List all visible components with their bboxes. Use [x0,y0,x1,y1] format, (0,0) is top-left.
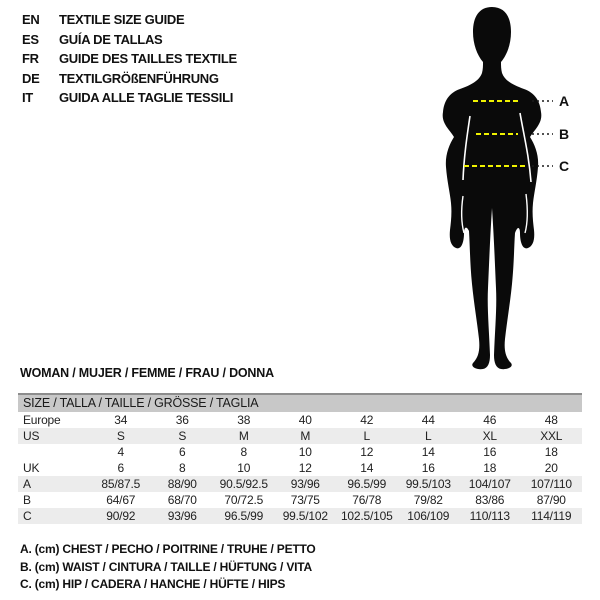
measure-label-c: C [559,158,570,174]
table-cell: 106/109 [407,509,450,523]
table-cell: 93/96 [290,477,320,491]
table-cell: S [178,429,187,443]
language-row [22,69,237,89]
table-row [18,428,582,444]
row-label: US [23,429,40,443]
table-cell: 8 [179,461,186,475]
language-label: GUIDA ALLE TAGLIE TESSILI [59,90,234,105]
language-label: GUÍA DE TALLAS [59,31,163,47]
table-cell: 110/113 [469,509,510,523]
table-cell: 90/92 [106,509,136,523]
table-cell: S [116,429,125,443]
table-row [18,444,582,460]
table-cell: L [363,429,370,443]
table-cell: 14 [360,461,374,475]
table-cell: 10 [298,445,312,459]
table-cell: 14 [421,445,435,459]
language-label: GUIDE DES TAILLES TEXTILE [59,51,237,66]
row-label [18,444,90,460]
table-cell: 87/90 [536,493,566,507]
table-cell: 107/110 [530,477,572,491]
table-cell: 6 [179,445,186,459]
language-code: EN [22,12,40,27]
table-row [18,460,582,476]
table-cell: 96.5/99 [224,509,264,523]
table-cell: 12 [298,461,312,475]
table-cell: M [300,429,311,443]
row-label: C [23,509,32,523]
table-cell: 96.5/99 [347,477,387,491]
table-cell: 18 [544,445,558,459]
table-cell: 16 [421,461,435,475]
language-label: TEXTILGRÖßENFÜHRUNG [59,70,219,86]
table-cell: 68/70 [167,493,197,507]
measure-label-a: A [559,93,570,109]
table-cell: 10 [237,461,251,475]
table-cell: 70/72.5 [224,493,264,507]
table-cell: 8 [240,445,247,459]
size-table [18,393,582,524]
table-row [18,476,582,492]
legend-line: B. (cm) WAIST / CINTURA / TAILLE / HÜFTUNG / VITA [20,559,312,574]
table-cell: 48 [544,413,558,427]
language-row [22,30,237,50]
table-cell: 85/87.5 [101,477,141,491]
row-label: Europe [23,413,61,427]
table-cell: 6 [117,461,124,475]
measurement-legend [20,541,316,594]
table-cell: 36 [175,413,189,427]
table-row [18,492,582,508]
table-cell: 90.5/92.5 [219,477,268,491]
legend-line: A. (cm) CHEST / PECHO / POITRINE / TRUHE / PETTO [20,542,316,556]
language-code: IT [22,90,33,105]
language-row [22,10,237,30]
table-cell: XL [482,429,497,443]
table-cell: M [238,429,249,443]
table-cell: 73/75 [290,493,320,507]
language-code: FR [22,51,39,66]
table-cell: 34 [114,413,128,427]
table-cell: 99.5/102 [282,509,328,523]
table-cell: 79/82 [413,493,443,507]
row-label: UK [23,461,40,475]
table-cell: XXL [540,429,563,443]
table-cell: 93/96 [167,509,197,523]
language-title-block [22,10,237,108]
legend-line: C. (cm) HIP / CADERA / HANCHE / HÜFTE / HIPS [20,577,286,591]
table-cell: 83/86 [475,493,505,507]
size-table-header: SIZE / TALLA / TAILLE / GRÖSSE / TAGLIA [18,393,582,412]
table-title: WOMAN / MUJER / FEMME / FRAU / DONNA [20,366,274,380]
size-table-rows [18,412,582,524]
language-row [22,88,237,108]
table-cell: 88/90 [167,477,197,491]
table-cell: 44 [421,413,435,427]
table-cell: 102.5/105 [340,509,393,523]
table-cell: 38 [237,413,251,427]
woman-silhouette-figure [420,0,600,380]
table-cell: 4 [117,445,124,459]
table-cell: 20 [544,461,558,475]
table-cell: 76/78 [352,493,382,507]
table-cell: L [425,429,432,443]
table-cell: 114/119 [531,509,572,523]
table-cell: 46 [483,413,497,427]
table-cell: 16 [483,445,497,459]
measure-label-b: B [559,126,570,142]
table-cell: 12 [360,445,374,459]
row-label: A [23,477,31,491]
language-code: DE [22,70,40,86]
language-code: ES [22,31,39,47]
woman-silhouette [443,7,542,369]
table-cell: 18 [483,461,497,475]
table-row [18,412,582,428]
table-cell: 99.5/103 [405,477,451,491]
language-label: TEXTILE SIZE GUIDE [59,12,185,27]
row-label: B [23,493,31,507]
table-cell: 104/107 [468,477,511,491]
table-cell: 40 [298,413,312,427]
table-cell: 64/67 [106,493,136,507]
language-row [22,49,237,69]
table-row [18,508,582,524]
table-cell: 42 [360,413,374,427]
